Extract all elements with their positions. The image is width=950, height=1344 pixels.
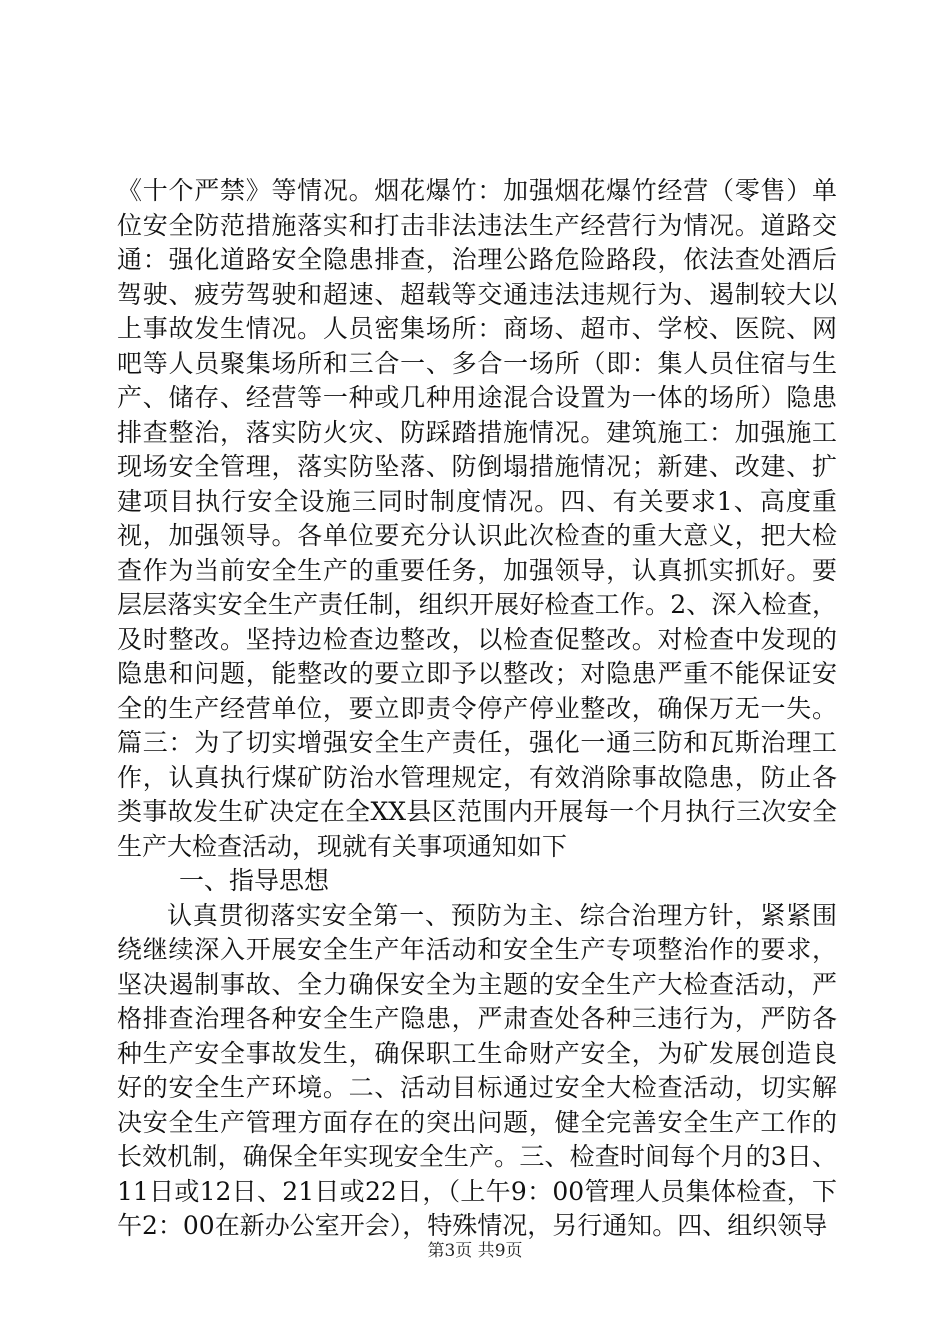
section-heading-guiding-thought: 一、指导思想: [179, 866, 330, 895]
body-paragraph-2: 认真贯彻落实安全第一、预防为主、综合治理方针，紧紧围绕继续深入开展安全生产年活动和安全生产专项整治作的要求，坚决遏制事故、全力确保安全为主题的安全生产大检查活动，严格排查治理各种安全生产隐患，严肃查处各种三违行为，严防各种生产安全事故发生，确保职工生命财产安全，为矿发展创造良好的安全生产环境。二、活动目标通过安全大检查活动，切实解决安全生产管理方面存在的突出问题，健全完善安全生产工作的长效机制，确保全年实现安全生产。三、检查时间每个月的3日、11日或12日、21日或22日，（上午9：00管理人员集体检查，下午2：00在新办公室开会），特殊情况，另行通知。四、组织领导: [117, 900, 837, 1240]
page-footer: [0, 1241, 950, 1261]
page-number: 第3页 共9页: [427, 1241, 523, 1261]
body-paragraph-1: 《十个严禁》等情况。烟花爆竹：加强烟花爆竹经营（零售）单位安全防范措施落实和打击非法违法生产经营行为情况。道路交通：强化道路安全隐患排查，治理公路危险路段，依法查处酒后驾驶、疲劳驾驶和超速、超载等交通违法违规行为、遏制较大以上事故发生情况。人员密集场所：商场、超市、学校、医院、网吧等人员聚集场所和三合一、多合一场所（即：集人员住宿与生产、储存、经营等一种或几种用途混合设置为一体的场所）隐患排查整治，落实防火灾、防踩踏措施情况。建筑施工：加强施工现场安全管理，落实防坠落、防倒塌措施情况；新建、改建、扩建项目执行安全设施三同时制度情况。四、有关要求1、高度重视，加强领导。各单位要充分认识此次检查的重大意义，把大检查作为当前安全生产的重要任务，加强领导，认真抓实抓好。要层层落实安全生产责任制，组织开展好检查工作。2、深入检查，及时整改。坚持边检查边整改，以检查促整改。对检查中发现的隐患和问题，能整改的要立即予以整改；对隐患严重不能保证安全的生产经营单位，要立即责令停产停业整改，确保万无一失。篇三：为了切实增强安全生产责任，强化一通三防和瓦斯治理工作，认真执行煤矿防治水管理规定，有效消除事故隐患，防止各类事故发生矿决定在全XX县区范围内开展每一个月执行三次安全生产大检查活动，现就有关事项通知如下: [117, 176, 837, 861]
document-body: [117, 174, 837, 1244]
